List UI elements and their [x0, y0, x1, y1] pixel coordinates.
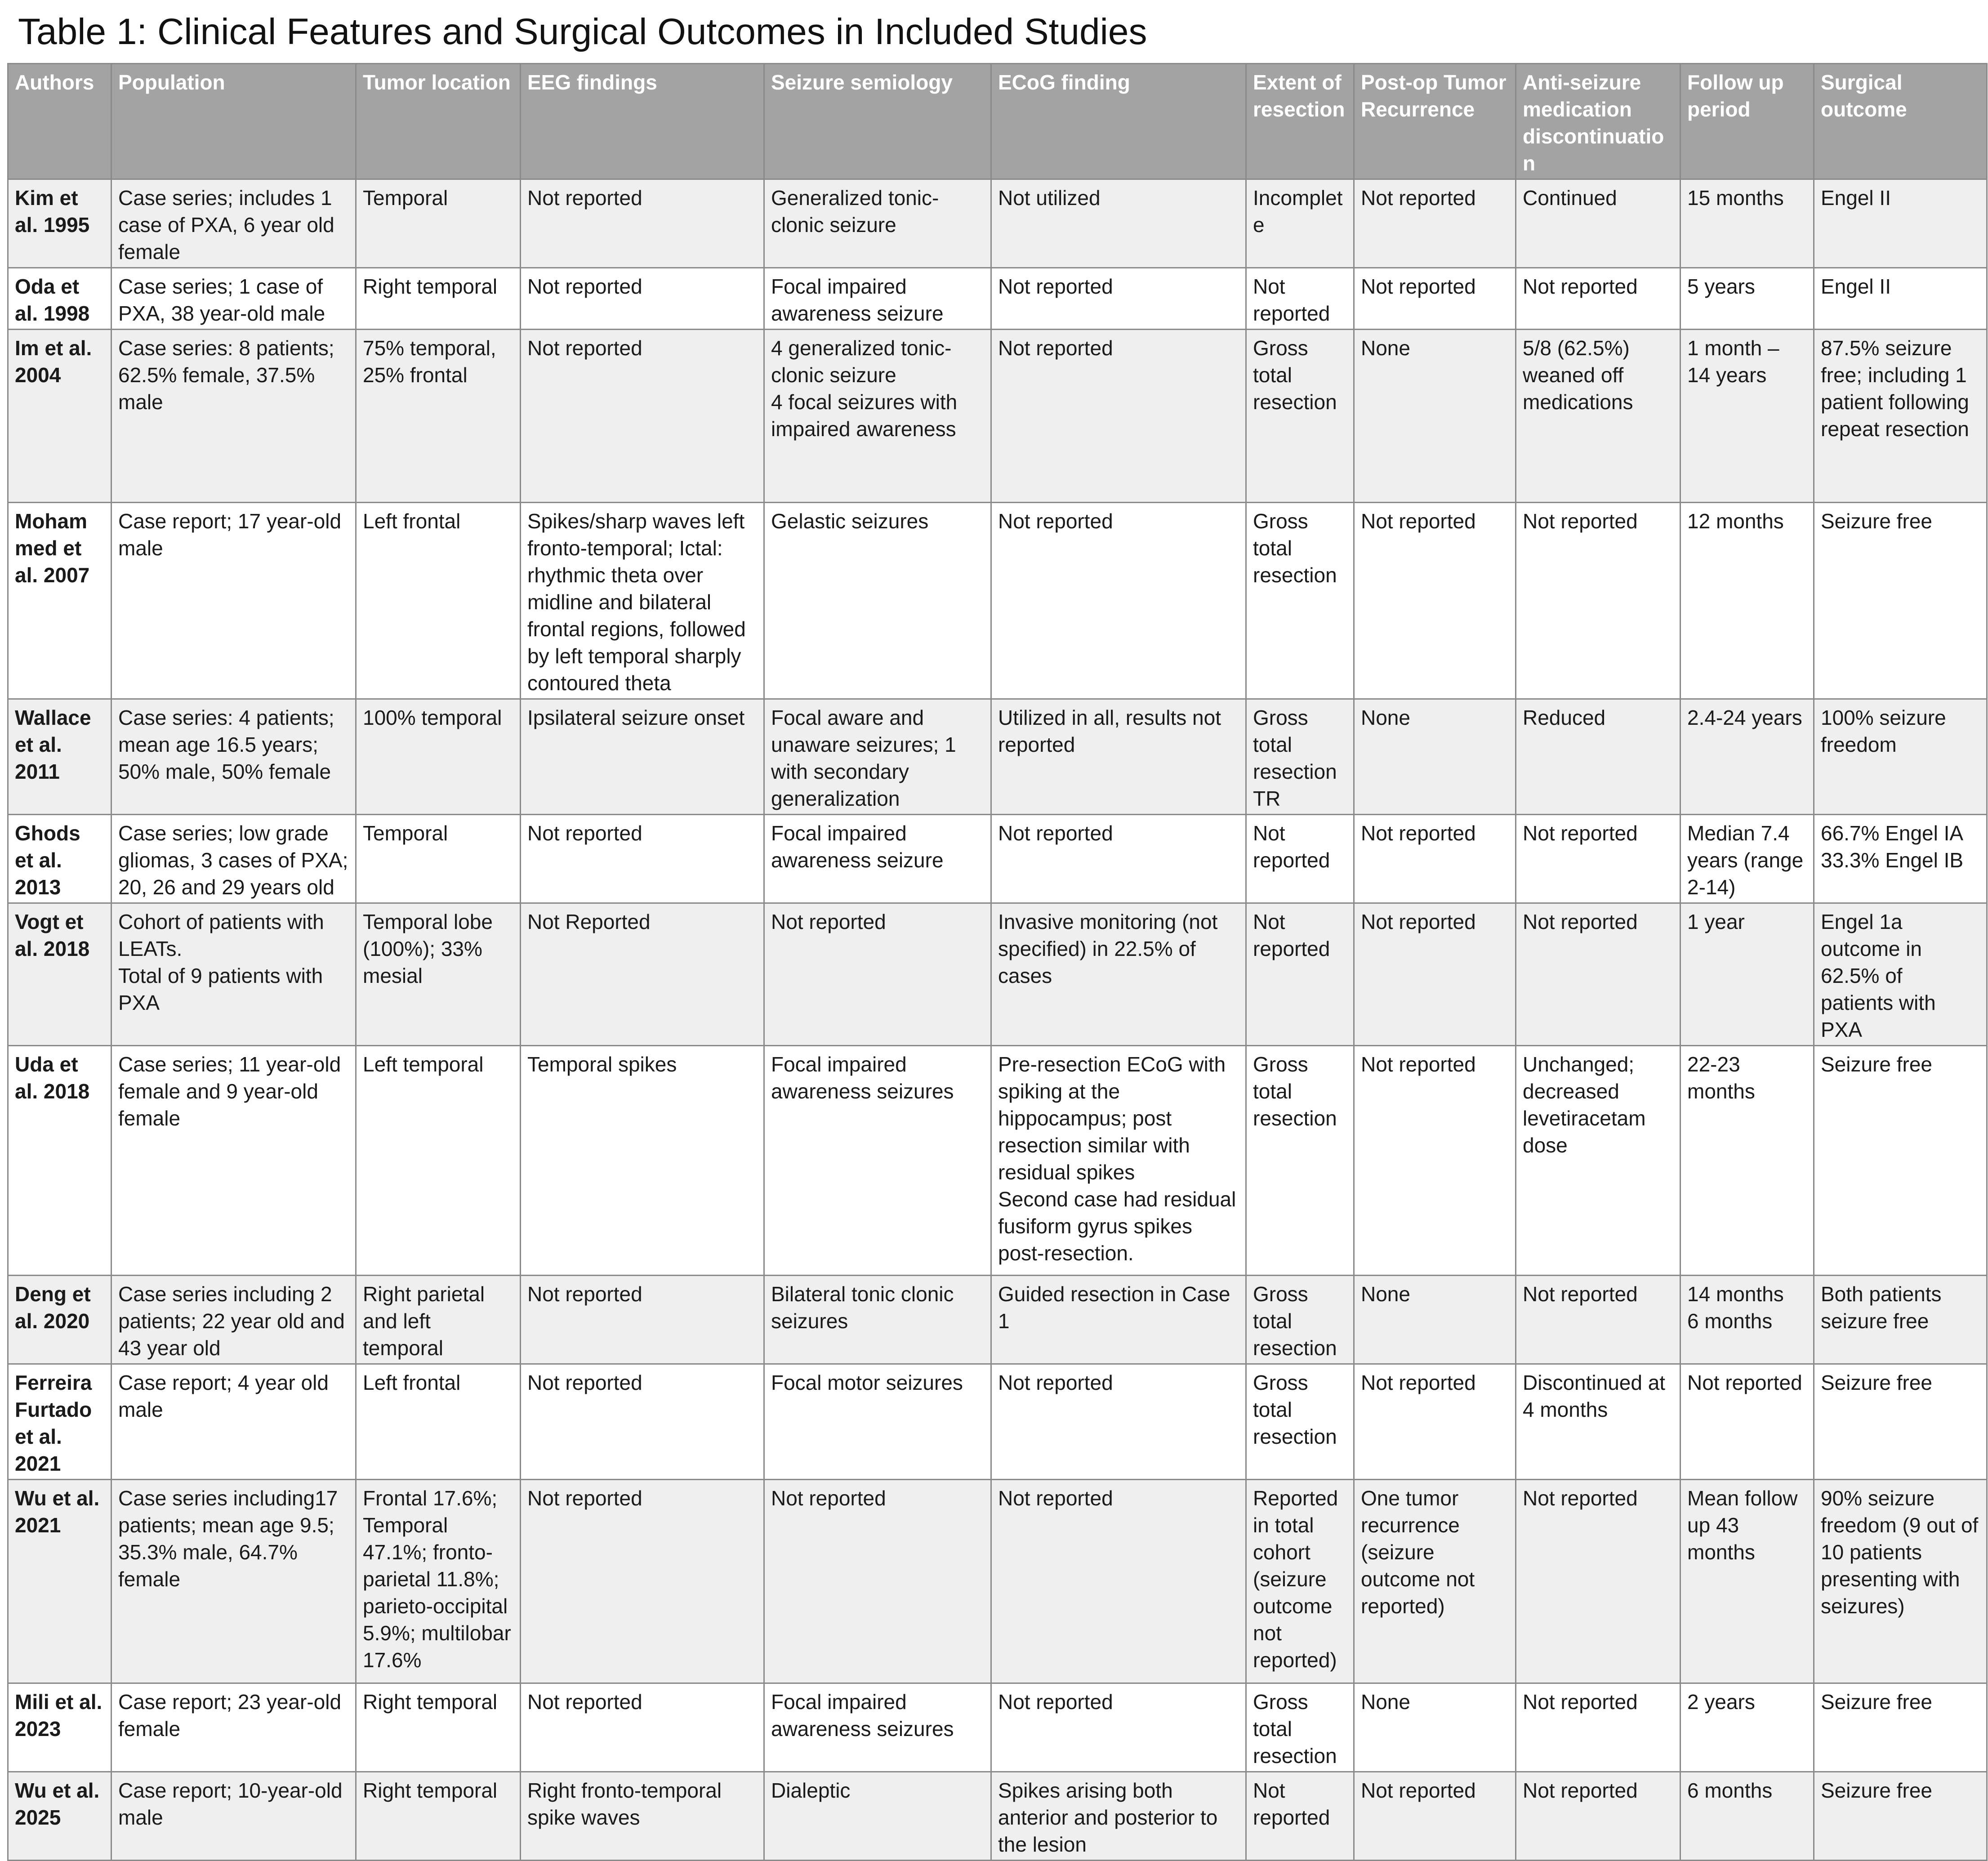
- column-header-seizure-semiology: Seizure semiology: [764, 64, 991, 179]
- cell-authors: Deng et al. 2020: [8, 1276, 111, 1364]
- column-header-extent-of-resection: Extent of resection: [1246, 64, 1354, 179]
- cell-population: Case series; 11 year-old female and 9 year-old female: [111, 1046, 356, 1276]
- cell-medication: Not reported: [1516, 903, 1680, 1046]
- cell-authors: Ferreira Furtado et al. 2021: [8, 1364, 111, 1480]
- cell-extent-of-resection: Not reported: [1246, 268, 1354, 330]
- cell-tumor-recurrence: Not reported: [1354, 815, 1516, 903]
- cell-extent-of-resection: Not reported: [1246, 1772, 1354, 1861]
- table-row: [8, 1480, 1987, 1683]
- cell-surgical-outcome: Seizure free: [1814, 503, 1987, 699]
- cell-surgical-outcome: 66.7% Engel IA 33.3% Engel IB: [1814, 815, 1987, 903]
- cell-medication: Not reported: [1516, 1480, 1680, 1683]
- cell-tumor-location: Temporal: [356, 179, 521, 268]
- cell-surgical-outcome: Seizure free: [1814, 1683, 1987, 1772]
- cell-population: Case series: 4 patients; mean age 16.5 years; 50% male, 50% female: [111, 699, 356, 815]
- cell-extent-of-resection: Gross total resection: [1246, 1683, 1354, 1772]
- table-row: [8, 1046, 1987, 1276]
- cell-population: Case report; 23 year-old female: [111, 1683, 356, 1772]
- cell-extent-of-resection: Gross total resection: [1246, 330, 1354, 503]
- cell-tumor-recurrence: Not reported: [1354, 503, 1516, 699]
- cell-seizure-semiology: Not reported: [764, 1480, 991, 1683]
- cell-extent-of-resection: Incomplete: [1246, 179, 1354, 268]
- cell-ecog-finding: Pre-resection ECoG with spiking at the hippocampus; post resection similar with residual spikes Second case had residual fusiform gyrus spikes post-resection.: [991, 1046, 1246, 1276]
- cell-follow-up: 1 month – 14 years: [1680, 330, 1814, 503]
- cell-surgical-outcome: Seizure free: [1814, 1364, 1987, 1480]
- cell-tumor-location: Left frontal: [356, 503, 521, 699]
- cell-seizure-semiology: Focal aware and unaware seizures; 1 with secondary generalization: [764, 699, 991, 815]
- cell-tumor-location: Right parietal and left temporal: [356, 1276, 521, 1364]
- cell-surgical-outcome: Engel 1a outcome in 62.5% of patients with PXA: [1814, 903, 1987, 1046]
- cell-ecog-finding: Not reported: [991, 1683, 1246, 1772]
- cell-follow-up: 12 months: [1680, 503, 1814, 699]
- cell-medication: Unchanged; decreased levetiracetam dose: [1516, 1046, 1680, 1276]
- cell-ecog-finding: Not reported: [991, 1364, 1246, 1480]
- cell-tumor-recurrence: None: [1354, 330, 1516, 503]
- cell-eeg-findings: Not reported: [521, 179, 764, 268]
- column-header-tumor-recurrence: Post-op Tumor Recurrence: [1354, 64, 1516, 179]
- cell-eeg-findings: Not Reported: [521, 903, 764, 1046]
- cell-medication: Not reported: [1516, 815, 1680, 903]
- cell-population: Case series: 8 patients; 62.5% female, 37.5% male: [111, 330, 356, 503]
- cell-eeg-findings: Not reported: [521, 1276, 764, 1364]
- cell-eeg-findings: Right fronto-temporal spike waves: [521, 1772, 764, 1861]
- cell-seizure-semiology: 4 generalized tonic-clonic seizure 4 focal seizures with impaired awareness: [764, 330, 991, 503]
- column-header-population: Population: [111, 64, 356, 179]
- cell-population: Case series including 2 patients; 22 year old and 43 year old: [111, 1276, 356, 1364]
- cell-seizure-semiology: Gelastic seizures: [764, 503, 991, 699]
- cell-surgical-outcome: Seizure free: [1814, 1046, 1987, 1276]
- cell-tumor-location: Left frontal: [356, 1364, 521, 1480]
- cell-authors: Mohammed et al. 2007: [8, 503, 111, 699]
- cell-population: Case report; 17 year-old male: [111, 503, 356, 699]
- cell-authors: Vogt et al. 2018: [8, 903, 111, 1046]
- cell-follow-up: 14 months 6 months: [1680, 1276, 1814, 1364]
- table-row: [8, 1683, 1987, 1772]
- cell-surgical-outcome: Seizure free: [1814, 1772, 1987, 1861]
- cell-population: Case report; 10-year-old male: [111, 1772, 356, 1861]
- cell-seizure-semiology: Focal impaired awareness seizure: [764, 268, 991, 330]
- column-header-authors: Authors: [8, 64, 111, 179]
- table-row: [8, 1276, 1987, 1364]
- cell-surgical-outcome: Both patients seizure free: [1814, 1276, 1987, 1364]
- cell-tumor-recurrence: Not reported: [1354, 179, 1516, 268]
- cell-population: Case series including17 patients; mean age 9.5; 35.3% male, 64.7% female: [111, 1480, 356, 1683]
- cell-population: Cohort of patients with LEATs. Total of 9 patients with PXA: [111, 903, 356, 1046]
- cell-medication: Discontinued at 4 months: [1516, 1364, 1680, 1480]
- cell-medication: Continued: [1516, 179, 1680, 268]
- cell-extent-of-resection: Not reported: [1246, 815, 1354, 903]
- cell-surgical-outcome: 100% seizure freedom: [1814, 699, 1987, 815]
- table-row: [8, 1772, 1987, 1861]
- cell-follow-up: Not reported: [1680, 1364, 1814, 1480]
- cell-eeg-findings: Ipsilateral seizure onset: [521, 699, 764, 815]
- cell-seizure-semiology: Focal impaired awareness seizure: [764, 815, 991, 903]
- cell-seizure-semiology: Focal impaired awareness seizures: [764, 1046, 991, 1276]
- column-header-surgical-outcome: Surgical outcome: [1814, 64, 1987, 179]
- cell-extent-of-resection: Gross total resection: [1246, 503, 1354, 699]
- cell-tumor-location: Right temporal: [356, 1683, 521, 1772]
- cell-surgical-outcome: 90% seizure freedom (9 out of 10 patients presenting with seizures): [1814, 1480, 1987, 1683]
- table-row: [8, 268, 1987, 330]
- cell-authors: Wallace et al. 2011: [8, 699, 111, 815]
- column-header-medication: Anti-seizure medication discontinuation: [1516, 64, 1680, 179]
- column-header-follow-up: Follow up period: [1680, 64, 1814, 179]
- column-header-ecog-finding: ECoG finding: [991, 64, 1246, 179]
- outcomes-table: [7, 63, 1988, 1861]
- cell-ecog-finding: Spikes arising both anterior and posterior to the lesion: [991, 1772, 1246, 1861]
- cell-tumor-recurrence: Not reported: [1354, 1772, 1516, 1861]
- table-row: [8, 330, 1987, 503]
- cell-eeg-findings: Temporal spikes: [521, 1046, 764, 1276]
- cell-tumor-recurrence: None: [1354, 699, 1516, 815]
- table-row: [8, 815, 1987, 903]
- cell-extent-of-resection: Gross total resection: [1246, 1046, 1354, 1276]
- table-row: [8, 699, 1987, 815]
- cell-eeg-findings: Not reported: [521, 815, 764, 903]
- cell-seizure-semiology: Focal impaired awareness seizures: [764, 1683, 991, 1772]
- cell-authors: Kim et al. 1995: [8, 179, 111, 268]
- cell-extent-of-resection: Gross total resection: [1246, 1276, 1354, 1364]
- cell-tumor-location: Left temporal: [356, 1046, 521, 1276]
- cell-follow-up: Median 7.4 years (range 2-14): [1680, 815, 1814, 903]
- cell-follow-up: 5 years: [1680, 268, 1814, 330]
- cell-seizure-semiology: Dialeptic: [764, 1772, 991, 1861]
- cell-tumor-recurrence: One tumor recurrence (seizure outcome not reported): [1354, 1480, 1516, 1683]
- cell-ecog-finding: Not reported: [991, 815, 1246, 903]
- cell-follow-up: 2 years: [1680, 1683, 1814, 1772]
- cell-medication: 5/8 (62.5%) weaned off medications: [1516, 330, 1680, 503]
- column-header-eeg-findings: EEG findings: [521, 64, 764, 179]
- cell-tumor-recurrence: Not reported: [1354, 903, 1516, 1046]
- cell-seizure-semiology: Generalized tonic-clonic seizure: [764, 179, 991, 268]
- cell-medication: Not reported: [1516, 1772, 1680, 1861]
- cell-authors: Ghods et al. 2013: [8, 815, 111, 903]
- header-row: [8, 64, 1987, 179]
- cell-seizure-semiology: Not reported: [764, 903, 991, 1046]
- cell-surgical-outcome: Engel II: [1814, 268, 1987, 330]
- cell-follow-up: 6 months: [1680, 1772, 1814, 1861]
- cell-ecog-finding: Not reported: [991, 1480, 1246, 1683]
- cell-follow-up: 15 months: [1680, 179, 1814, 268]
- cell-ecog-finding: Not reported: [991, 268, 1246, 330]
- table-row: [8, 1364, 1987, 1480]
- cell-eeg-findings: Not reported: [521, 1364, 764, 1480]
- table-row: [8, 179, 1987, 268]
- table-row: [8, 503, 1987, 699]
- cell-authors: Oda et al. 1998: [8, 268, 111, 330]
- cell-population: Case series; 1 case of PXA, 38 year-old male: [111, 268, 356, 330]
- cell-tumor-location: 100% temporal: [356, 699, 521, 815]
- cell-tumor-recurrence: Not reported: [1354, 1364, 1516, 1480]
- cell-population: Case series; low grade gliomas, 3 cases of PXA; 20, 26 and 29 years old: [111, 815, 356, 903]
- cell-extent-of-resection: Not reported: [1246, 903, 1354, 1046]
- cell-medication: Not reported: [1516, 1276, 1680, 1364]
- cell-tumor-recurrence: Not reported: [1354, 1046, 1516, 1276]
- cell-follow-up: 1 year: [1680, 903, 1814, 1046]
- cell-eeg-findings: Not reported: [521, 330, 764, 503]
- cell-ecog-finding: Not reported: [991, 503, 1246, 699]
- cell-authors: Wu et al. 2025: [8, 1772, 111, 1861]
- cell-tumor-location: Temporal lobe (100%); 33% mesial: [356, 903, 521, 1046]
- cell-surgical-outcome: 87.5% seizure free; including 1 patient following repeat resection: [1814, 330, 1987, 503]
- cell-eeg-findings: Spikes/sharp waves left fronto-temporal; Ictal: rhythmic theta over midline and bilateral frontal regions, followed by left temporal sharply contoured theta: [521, 503, 764, 699]
- cell-authors: Im et al. 2004: [8, 330, 111, 503]
- cell-follow-up: 22-23 months: [1680, 1046, 1814, 1276]
- cell-medication: Not reported: [1516, 503, 1680, 699]
- cell-ecog-finding: Invasive monitoring (not specified) in 22.5% of cases: [991, 903, 1246, 1046]
- cell-surgical-outcome: Engel II: [1814, 179, 1987, 268]
- cell-ecog-finding: Guided resection in Case 1: [991, 1276, 1246, 1364]
- cell-tumor-location: Frontal 17.6%; Temporal 47.1%; fronto-parietal 11.8%; parieto-occipital 5.9%; multilobar 17.6%: [356, 1480, 521, 1683]
- cell-tumor-recurrence: Not reported: [1354, 268, 1516, 330]
- cell-tumor-location: Right temporal: [356, 1772, 521, 1861]
- cell-tumor-recurrence: None: [1354, 1276, 1516, 1364]
- cell-population: Case report; 4 year old male: [111, 1364, 356, 1480]
- cell-authors: Mili et al. 2023: [8, 1683, 111, 1772]
- cell-extent-of-resection: Reported in total cohort (seizure outcome not reported): [1246, 1480, 1354, 1683]
- cell-eeg-findings: Not reported: [521, 268, 764, 330]
- cell-tumor-location: 75% temporal, 25% frontal: [356, 330, 521, 503]
- cell-medication: Not reported: [1516, 1683, 1680, 1772]
- cell-medication: Reduced: [1516, 699, 1680, 815]
- cell-extent-of-resection: Gross total resection: [1246, 1364, 1354, 1480]
- cell-ecog-finding: Utilized in all, results not reported: [991, 699, 1246, 815]
- cell-seizure-semiology: Bilateral tonic clonic seizures: [764, 1276, 991, 1364]
- cell-follow-up: 2.4-24 years: [1680, 699, 1814, 815]
- cell-extent-of-resection: Gross total resectionTR: [1246, 699, 1354, 815]
- cell-seizure-semiology: Focal motor seizures: [764, 1364, 991, 1480]
- cell-tumor-location: Temporal: [356, 815, 521, 903]
- table-row: [8, 903, 1987, 1046]
- cell-ecog-finding: Not utilized: [991, 179, 1246, 268]
- cell-tumor-recurrence: None: [1354, 1683, 1516, 1772]
- cell-authors: Uda et al. 2018: [8, 1046, 111, 1276]
- cell-follow-up: Mean follow up 43 months: [1680, 1480, 1814, 1683]
- cell-ecog-finding: Not reported: [991, 330, 1246, 503]
- cell-tumor-location: Right temporal: [356, 268, 521, 330]
- cell-population: Case series; includes 1 case of PXA, 6 year old female: [111, 179, 356, 268]
- cell-medication: Not reported: [1516, 268, 1680, 330]
- cell-authors: Wu et al. 2021: [8, 1480, 111, 1683]
- cell-eeg-findings: Not reported: [521, 1683, 764, 1772]
- cell-eeg-findings: Not reported: [521, 1480, 764, 1683]
- column-header-tumor-location: Tumor location: [356, 64, 521, 179]
- page-title: Table 1: Clinical Features and Surgical Outcomes in Included Studies: [18, 11, 1147, 52]
